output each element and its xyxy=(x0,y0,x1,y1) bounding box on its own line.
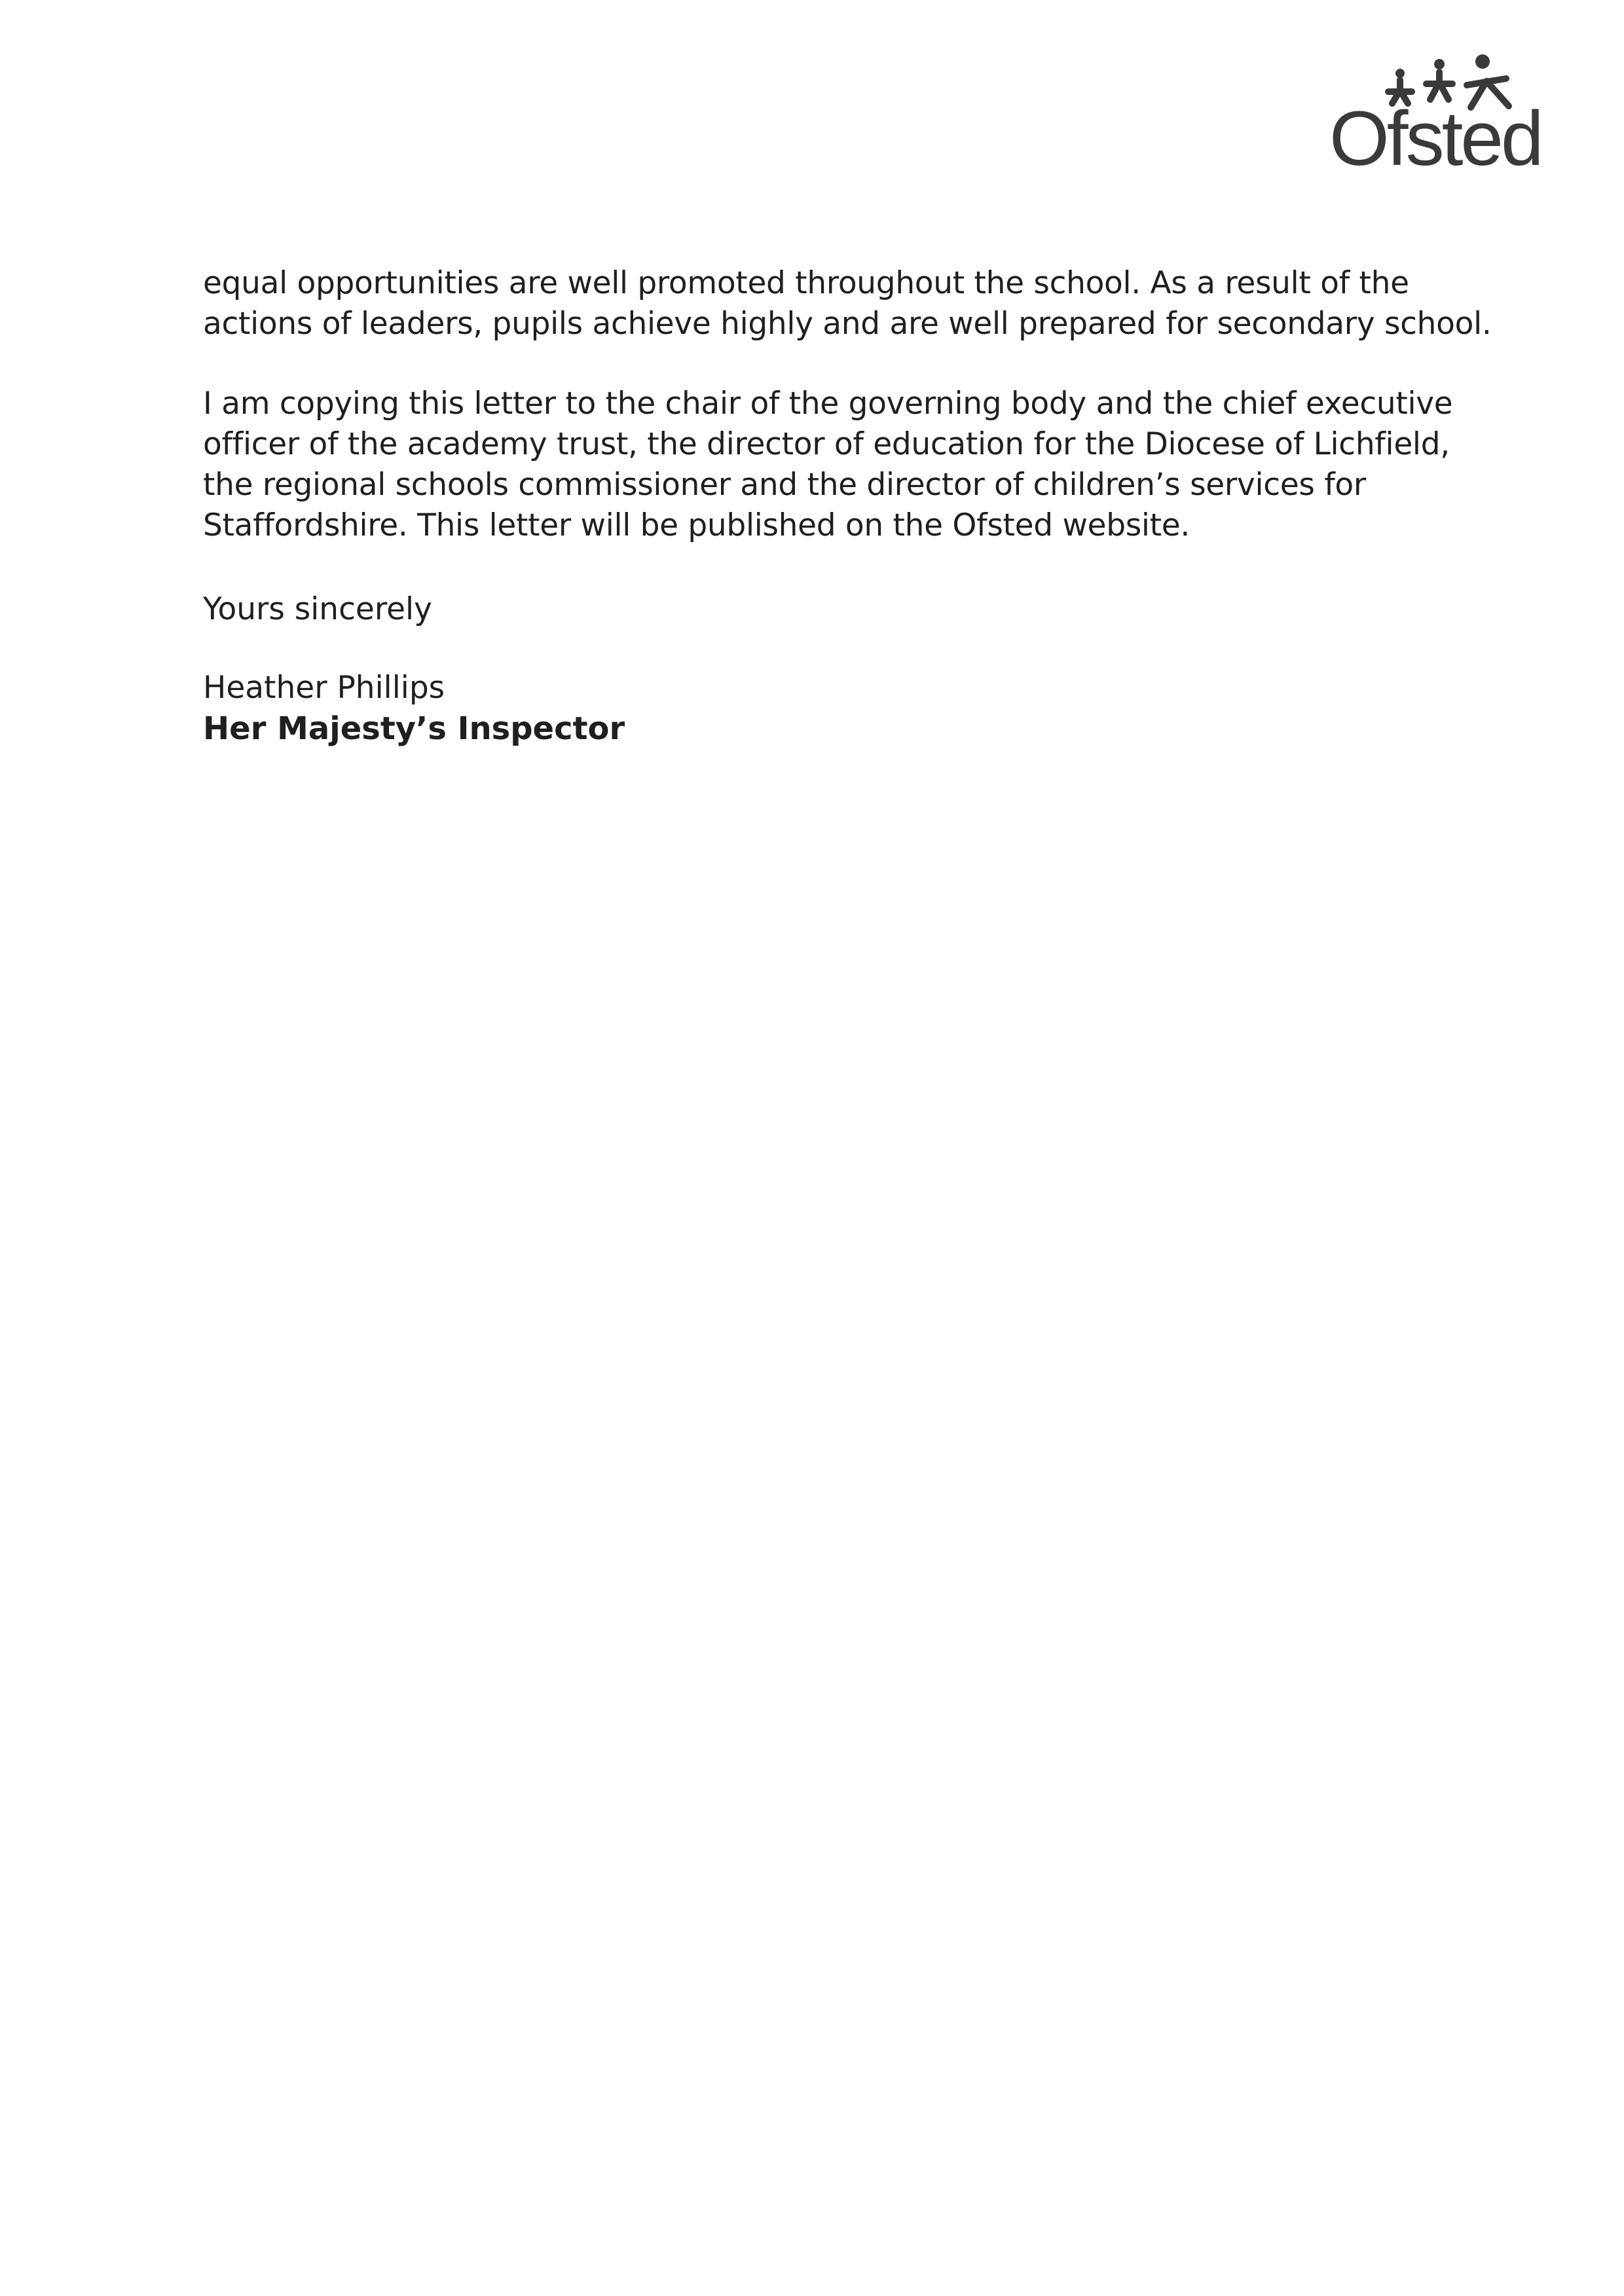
paragraph-2 xyxy=(203,384,1506,546)
paragraph-1 xyxy=(203,263,1506,344)
signature-block xyxy=(203,668,625,749)
ofsted-logo xyxy=(1323,47,1572,182)
signatory-name: Heather Phillips xyxy=(203,670,445,706)
ofsted-logo-text: Ofsted xyxy=(1329,96,1541,182)
paragraph-2-line-1: I am copying this letter to the chair of the governing body and the chief executive xyxy=(203,386,1453,422)
letter-body xyxy=(203,263,1506,546)
paragraph-1-line-2: actions of leaders, pupils achieve highly and are well prepared for secondary school. xyxy=(203,306,1492,342)
ofsted-stars-icon xyxy=(1323,47,1572,182)
closing-salutation: Yours sincerely xyxy=(203,591,432,627)
signatory-role: Her Majesty’s Inspector xyxy=(203,710,625,747)
paragraph-2-line-4: Staffordshire. This letter will be published on the Ofsted website. xyxy=(203,507,1190,543)
paragraph-1-line-1: equal opportunities are well promoted throughout the school. As a result of the xyxy=(203,265,1409,301)
paragraph-2-line-3: the regional schools commissioner and the director of children’s services for xyxy=(203,467,1366,503)
paragraph-2-line-2: officer of the academy trust, the director of education for the Diocese of Lichfield, xyxy=(203,426,1450,462)
